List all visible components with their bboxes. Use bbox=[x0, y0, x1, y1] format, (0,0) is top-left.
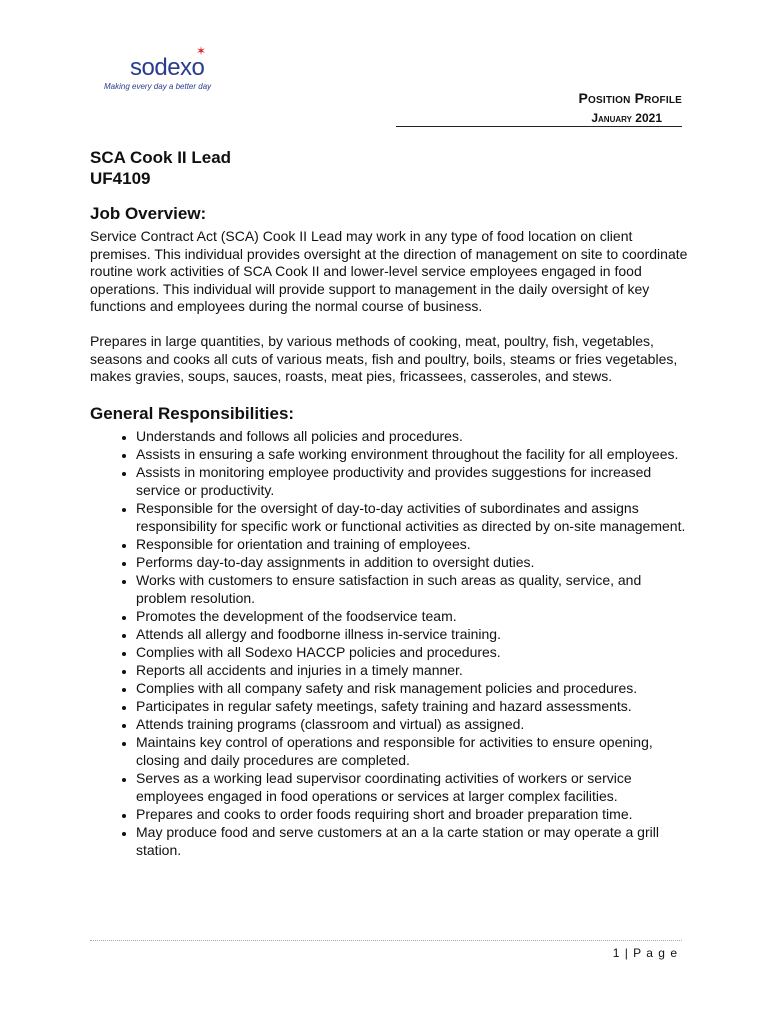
list-item: • Serves as a working lead supervisor coordinating activities of workers or service employees engaged in food operations or services at larger complex facilities. bbox=[136, 769, 690, 805]
list-item: • Prepares and cooks to order foods requiring short and broader preparation time. bbox=[136, 805, 690, 823]
list-item: • Assists in ensuring a safe working environment throughout the facility for all employees. bbox=[136, 445, 690, 463]
list-item: • Complies with all Sodexo HACCP policies and procedures. bbox=[136, 643, 690, 661]
list-item: • Attends all allergy and foodborne illness in-service training. bbox=[136, 625, 690, 643]
list-item: • Assists in monitoring employee productivity and provides suggestions for increased service or productivity. bbox=[136, 463, 690, 499]
position-profile-label: Position Profile bbox=[578, 90, 682, 106]
list-item: • Complies with all company safety and risk management policies and procedures. bbox=[136, 679, 690, 697]
list-item: • Attends training programs (classroom and virtual) as assigned. bbox=[136, 715, 690, 733]
star-icon: ✶ bbox=[196, 44, 207, 58]
document-body bbox=[90, 147, 690, 859]
overview-paragraph-2: Prepares in large quantities, by various methods of cooking, meat, poultry, fish, vegetables, seasons and cooks all cuts of various meats, fish and poultry, boils, steams or fries vegetables, makes gravies, soups, sauces, roasts, meat pies, fricassees, casseroles, and stews. bbox=[90, 332, 678, 385]
list-item: • Works with customers to ensure satisfaction in such areas as quality, service, and problem resolution. bbox=[136, 571, 690, 607]
logo-wordmark: sodexo bbox=[130, 54, 205, 81]
list-item: • Promotes the development of the foodservice team. bbox=[136, 607, 690, 625]
overview-paragraph-1: Service Contract Act (SCA) Cook II Lead may work in any type of food location on client premises. This individual provides oversight at the direction of management on site to coordinate routine work activities of SCA Cook II and lower-level service employees engaged in food operations. This individual will provide support to management in the daily oversight of key functions and employees during the normal course of business. bbox=[90, 228, 688, 315]
list-item: • Performs day-to-day assignments in addition to oversight duties. bbox=[136, 553, 690, 571]
list-item: • Understands and follows all policies and procedures. bbox=[136, 427, 690, 445]
list-item: • May produce food and serve customers at an a la carte station or may operate a grill station. bbox=[136, 823, 690, 859]
job-title: SCA Cook II Lead bbox=[90, 148, 232, 167]
footer-divider bbox=[90, 940, 682, 941]
responsibilities-list bbox=[90, 427, 690, 859]
header-divider bbox=[396, 126, 682, 127]
list-item: • Participates in regular safety meetings, safety training and hazard assessments. bbox=[136, 697, 690, 715]
list-item: • Responsible for orientation and training of employees. bbox=[136, 535, 690, 553]
job-overview-heading: Job Overview: bbox=[90, 204, 207, 223]
list-item: • Reports all accidents and injuries in a timely manner. bbox=[136, 661, 690, 679]
sodexo-logo bbox=[104, 44, 234, 94]
logo-tagline: Making every day a better day bbox=[104, 82, 212, 91]
general-responsibilities-heading: General Responsibilities: bbox=[90, 403, 295, 423]
profile-date: January 2021 bbox=[591, 111, 662, 125]
job-code: UF4109 bbox=[90, 169, 151, 188]
list-item: • Responsible for the oversight of day-to-day activities of subordinates and assigns responsibility for specific work or functional activities as directed by on-site management. bbox=[136, 499, 690, 535]
page-number: 1 | P a g e bbox=[612, 946, 678, 960]
list-item: • Maintains key control of operations and responsible for activities to ensure opening, closing and daily procedures are completed. bbox=[136, 733, 690, 769]
